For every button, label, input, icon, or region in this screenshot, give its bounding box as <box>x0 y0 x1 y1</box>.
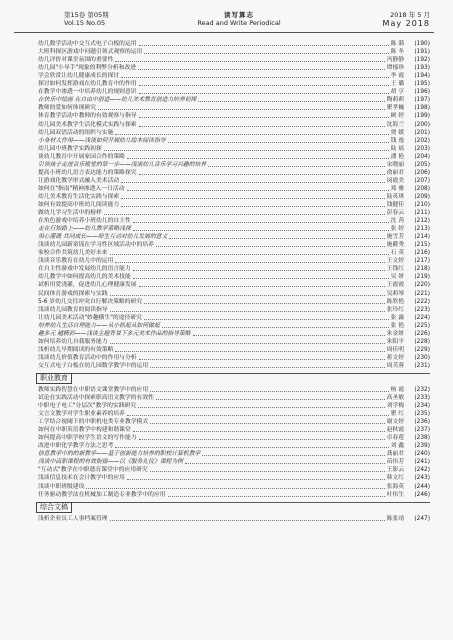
toc-entry <box>38 273 430 281</box>
dot-leader <box>127 415 389 416</box>
dot-leader <box>121 198 384 199</box>
journal-name-en: Read and Write Periodical <box>197 18 281 27</box>
entry-title: 在自主性游戏中发展幼儿的语言能力 <box>38 266 131 273</box>
entry-page-number: (208) <box>414 185 430 192</box>
entry-author: 张 露 <box>390 314 404 321</box>
dot-leader <box>110 254 389 255</box>
entry-title: 交互式电子白板在幼儿园数学教学中的运用 <box>38 362 149 369</box>
entry-page-number: (217) <box>414 258 430 265</box>
toc-entry <box>38 233 430 241</box>
issue-date-en: May 2018 <box>382 18 430 28</box>
dot-leader <box>115 134 388 135</box>
dot-leader <box>168 496 385 497</box>
dot-leader <box>144 303 385 304</box>
entry-title: 让幼儿园美术活动"妙趣横生"的途径研究 <box>38 314 142 321</box>
entry-page-number: (239) <box>414 443 430 450</box>
entry-author: 闵霞美 <box>386 177 404 184</box>
entry-author: 王霞霞 <box>386 282 404 289</box>
entry-page-number: (247) <box>414 515 430 522</box>
entry-author: 韩文红 <box>386 475 404 482</box>
entry-page-number: (221) <box>414 290 430 297</box>
entry-author: 高圣敏 <box>386 395 404 402</box>
dot-leader <box>133 222 389 223</box>
entry-page-number: (233) <box>414 395 430 402</box>
entry-author: 王 璐 <box>390 81 404 88</box>
dot-leader <box>139 93 389 94</box>
entry-title: 浅谈幼儿园教育的阅读指导 <box>38 306 108 313</box>
entry-title: 如何在中职英语教学中构建和谐课堂 <box>38 427 131 434</box>
toc-entry <box>38 161 430 169</box>
entry-page-number: (246) <box>414 491 430 498</box>
entry-page-number: (243) <box>414 475 430 482</box>
dot-leader <box>127 479 385 480</box>
entry-author: 李 霞 <box>390 73 404 80</box>
entry-title: 引领孩子走进音乐殿堂的第一步——浅谈幼儿音乐学习兴趣的培养 <box>38 161 207 168</box>
entry-author: 龚丽君 <box>386 451 404 458</box>
entry-author: 宋晓丽 <box>386 161 404 168</box>
entry-title: 幼儿教学中如何提高幼儿的美术技能 <box>38 274 131 281</box>
toc-entry <box>38 466 430 474</box>
dot-leader <box>169 238 384 239</box>
entry-author: 朱金妍 <box>386 330 404 337</box>
entry-author: 周芙蓉 <box>386 362 404 369</box>
section-divider <box>36 502 430 503</box>
entry-page-number: (218) <box>414 266 430 273</box>
entry-author: 彭春云 <box>386 210 404 217</box>
toc-entry <box>38 193 430 201</box>
entry-author: 吴 妍 <box>390 274 404 281</box>
dot-leader <box>139 45 389 46</box>
entry-title: 任务驱动教学法在机械加工制造专业教学中的应用 <box>38 491 166 498</box>
entry-title: 5-6 岁幼儿交往冲突自行解决策略的研究 <box>38 298 143 305</box>
toc-entry <box>38 330 430 338</box>
entry-page-number: (214) <box>414 234 430 241</box>
dot-leader <box>144 53 388 54</box>
toc-entry <box>38 177 430 185</box>
entry-page-number: (232) <box>414 386 430 393</box>
toc-entry <box>38 257 430 265</box>
dot-leader <box>139 286 385 287</box>
entry-page-number: (212) <box>414 218 430 225</box>
entry-page-number: (211) <box>414 210 430 217</box>
entry-page-number: (195) <box>414 81 430 88</box>
volume-cn: 第15卷 第05期 <box>64 11 109 19</box>
entry-author: 钱健佳 <box>386 201 404 208</box>
entry-title: 幼儿园"小导手"现象的利弊分析和改进 <box>38 65 137 72</box>
entry-page-number: (205) <box>414 161 430 168</box>
entry-title: 浅谈幼儿价值教育活动中的作用与分析 <box>38 354 137 361</box>
toc-entry <box>38 40 430 48</box>
dot-leader <box>133 278 389 279</box>
entry-title: 改进中职化学教学方法之思考 <box>38 443 114 450</box>
entry-author: 刘 鑫 <box>390 443 404 450</box>
entry-author: 沈 芮 <box>390 218 404 225</box>
toc-entry <box>38 491 430 499</box>
entry-author: 陈张靖 <box>386 515 404 522</box>
toc-entry <box>38 354 430 362</box>
dot-leader <box>133 431 385 432</box>
issue-date <box>383 12 430 27</box>
entry-page-number: (191) <box>414 49 430 56</box>
entry-title: 幼儿美术教育生活化实践与探索 <box>38 193 120 200</box>
entry-page-number: (194) <box>414 73 430 80</box>
toc-entry <box>38 48 430 56</box>
entry-title: 幼儿园双语活动的组织与实施 <box>38 129 114 136</box>
toc-entry <box>38 201 430 209</box>
toc-entry <box>38 145 430 153</box>
entry-page-number: (201) <box>414 129 430 136</box>
entry-author: 苗伟芳 <box>386 459 404 466</box>
entry-page-number: (231) <box>414 362 430 369</box>
entry-title: 工学结合视阈下的中职机电类专业教学模式 <box>38 419 149 426</box>
dot-leader <box>139 439 385 440</box>
entry-title: 趣多元 越精彩——浅谈主题背景下多元美术作品的指导策略 <box>38 330 191 337</box>
entry-title: 谈幼儿教育中开展家园合作的策略 <box>38 153 125 160</box>
entry-page-number: (199) <box>414 113 430 120</box>
entry-author: 张海英 <box>386 483 404 490</box>
dot-leader <box>198 101 384 102</box>
entry-title: 试论在实践活动中探索职高语文教学的有效性 <box>38 395 154 402</box>
entry-author: 蒋文婷 <box>386 354 404 361</box>
entry-author: 陆英琪 <box>386 193 404 200</box>
toc-entry <box>38 458 430 466</box>
toc-entry <box>38 209 430 217</box>
dot-leader <box>127 190 389 191</box>
dot-leader <box>104 150 389 151</box>
entry-page-number: (235) <box>414 411 430 418</box>
entry-author: 周佳明 <box>386 346 404 353</box>
entry-title: 让游戏化教学形式融入美术活动 <box>38 177 120 184</box>
dot-leader <box>121 206 384 207</box>
entry-page-number: (200) <box>414 121 430 128</box>
toc-entry <box>38 426 430 434</box>
entry-title: 做幼儿学习生活中的榜样 <box>38 210 102 217</box>
entry-title: "互动式"教学在中职德育课堂中的应用研究 <box>38 467 148 474</box>
entry-title: 民间体育游戏的探索与实践 <box>38 290 108 297</box>
toc-entry <box>38 362 430 370</box>
entry-page-number: (225) <box>414 322 430 329</box>
dot-leader <box>121 77 388 78</box>
dot-leader <box>115 447 388 448</box>
dot-leader <box>115 262 384 263</box>
toc-entry <box>38 450 430 458</box>
table-of-contents <box>38 40 430 523</box>
dot-leader <box>202 455 384 456</box>
entry-page-number: (240) <box>414 451 430 458</box>
toc-entry <box>38 241 430 249</box>
dot-leader <box>139 359 385 360</box>
toc-entry <box>38 265 430 273</box>
entry-page-number: (236) <box>414 419 430 426</box>
section-divider <box>36 373 430 374</box>
entry-title: 信息教学中的的新教学——基于创新能力培养的职校计算机教学 <box>38 451 201 458</box>
toc-entry <box>38 482 430 490</box>
entry-author: 施爵秀 <box>386 242 404 249</box>
toc-entry <box>38 402 430 410</box>
entry-author: 王文婷 <box>386 258 404 265</box>
toc-entry <box>38 418 430 426</box>
toc-entry <box>38 137 430 145</box>
entry-page-number: (226) <box>414 330 430 337</box>
entry-page-number: (197) <box>414 97 430 104</box>
dot-leader <box>185 463 385 464</box>
toc-entry <box>38 410 430 418</box>
entry-page-number: (193) <box>414 65 430 72</box>
entry-author: 张 婷 <box>390 226 404 233</box>
volume-info <box>64 12 109 27</box>
toc-entry <box>38 72 430 80</box>
entry-author: 王影云 <box>386 467 404 474</box>
entry-page-number: (202) <box>414 137 430 144</box>
entry-page-number: (204) <box>414 153 430 160</box>
toc-entry <box>38 306 430 314</box>
entry-author: 陈欣艳 <box>386 298 404 305</box>
section-title: 综合文稿 <box>36 502 72 513</box>
toc-entry <box>38 120 430 128</box>
toc-entry <box>38 169 430 177</box>
toc-entry <box>38 281 430 289</box>
page-header <box>14 12 434 33</box>
dot-leader <box>156 399 385 400</box>
entry-page-number: (220) <box>414 282 430 289</box>
entry-page-number: (244) <box>414 483 430 490</box>
entry-author: 陈 漪 <box>390 41 404 48</box>
entry-page-number: (222) <box>414 298 430 305</box>
entry-title: 浅析幼儿早期阅读的有效策略 <box>38 346 114 353</box>
entry-title: 浅谈中高职课程的有效衔接——以《服务礼仪》课程为例 <box>38 459 183 466</box>
entry-page-number: (209) <box>414 193 430 200</box>
toc-entry <box>38 298 430 306</box>
entry-title: 幼儿评价对课堂氛围的重要性 <box>38 57 114 64</box>
entry-title: 大班科探区游戏中问题引领式观察的运用 <box>38 49 143 56</box>
entry-author: 陆 瑶 <box>390 145 404 152</box>
entry-author: 瞿 红 <box>390 411 404 418</box>
dot-leader <box>127 158 389 159</box>
dot-leader <box>86 488 384 489</box>
issue-date-cn: 2018 年 5 月 <box>390 11 430 19</box>
entry-page-number: (210) <box>414 201 430 208</box>
entry-title: 幼儿园中班教学实践初探 <box>38 145 102 152</box>
entry-title: 浅析企业员工人事档案管理 <box>38 515 108 522</box>
toc-entry <box>38 515 430 523</box>
entry-author: 石 英 <box>390 250 404 257</box>
toc-entry <box>38 346 430 354</box>
entry-title: 培养幼儿生活自理能力——从小抓起从如何做起 <box>38 322 160 329</box>
entry-author: 刘学梅 <box>386 403 404 410</box>
toc-entry <box>38 80 430 88</box>
dot-leader <box>162 327 389 328</box>
dot-leader <box>139 126 385 127</box>
entry-title: 浅谈音乐教育在幼儿中的运用 <box>38 258 114 265</box>
entry-title: 浅谈幼儿园新童谣在学习性区域活动中的培养 <box>38 242 154 249</box>
entry-author: 张玲红 <box>386 306 404 313</box>
entry-title: 体育教学活动中教师的有效观察与指导 <box>38 113 137 120</box>
dot-leader <box>110 520 385 521</box>
entry-page-number: (241) <box>414 459 430 466</box>
section-header <box>38 373 430 383</box>
dot-leader <box>110 343 385 344</box>
entry-title: 用心灌溉 共同成长——师生互动对幼儿发展的意义 <box>38 234 168 241</box>
entry-page-number: (229) <box>414 346 430 353</box>
entry-author: 潘 艳 <box>390 153 404 160</box>
entry-author: 叶伟生 <box>386 491 404 498</box>
dot-leader <box>150 423 384 424</box>
dot-leader <box>156 246 385 247</box>
entry-page-number: (192) <box>414 57 430 64</box>
entry-page-number: (196) <box>414 89 430 96</box>
entry-title: 在角色游戏中培养小班幼儿的自主性 <box>38 218 131 225</box>
toc-entry <box>38 442 430 450</box>
entry-page-number: (238) <box>414 435 430 442</box>
journal-name <box>184 12 294 27</box>
entry-author: 王钱红 <box>386 266 404 273</box>
dot-leader <box>133 270 385 271</box>
dot-leader <box>138 407 385 408</box>
toc-entry <box>38 112 430 120</box>
toc-entry <box>38 314 430 322</box>
entry-author: 谭郁珍 <box>386 65 404 72</box>
entry-title: 探讨如何发挥游戏在幼儿教育中的作用 <box>38 81 137 88</box>
dot-leader <box>110 311 385 312</box>
entry-author: 朱阳平 <box>386 338 404 345</box>
dot-leader <box>150 471 385 472</box>
entry-author: 冯静静 <box>386 57 404 64</box>
entry-page-number: (198) <box>414 105 430 112</box>
entry-title: 在快乐中绘画 在自由中创造——幼儿美术教育创造力培养初探 <box>38 97 197 104</box>
entry-title: 家校合作共筑幼儿美好未来 <box>38 250 108 257</box>
toc-entry <box>38 104 430 112</box>
entry-title: 在教学中渗透一中培养幼儿的规则意识 <box>38 89 137 96</box>
entry-page-number: (215) <box>414 242 430 249</box>
dot-leader <box>168 142 389 143</box>
dot-leader <box>208 166 384 167</box>
dot-leader <box>133 230 389 231</box>
toc-entry <box>38 249 430 257</box>
entry-page-number: (203) <box>414 145 430 152</box>
entry-title: 如何培养幼儿自我服务能力 <box>38 338 108 345</box>
entry-page-number: (190) <box>414 41 430 48</box>
entry-author: 贾 媛 <box>390 129 404 136</box>
toc-entry <box>38 322 430 330</box>
entry-author: 谢文婷 <box>386 419 404 426</box>
dot-leader <box>121 182 384 183</box>
entry-page-number: (234) <box>414 403 430 410</box>
toc-entry <box>38 394 430 402</box>
entry-page-number: (223) <box>414 306 430 313</box>
entry-page-number: (213) <box>414 226 430 233</box>
dot-leader <box>193 335 385 336</box>
entry-title: 浅谈中职班级建设 <box>38 483 85 490</box>
entry-author: 吴莉琴 <box>386 290 404 297</box>
entry-page-number: (224) <box>414 314 430 321</box>
toc-entry <box>38 64 430 72</box>
entry-page-number: (219) <box>414 274 430 281</box>
entry-author: 陶莉莉 <box>386 97 404 104</box>
dot-leader <box>115 61 384 62</box>
entry-page-number: (242) <box>414 467 430 474</box>
dot-leader <box>98 109 385 110</box>
toc-entry <box>38 129 430 137</box>
entry-title: 提高小班幼儿语言表达能力的策略探究 <box>38 169 137 176</box>
toc-entry <box>38 56 430 64</box>
entry-author: 张 艳 <box>390 322 404 329</box>
entry-author: 沈海兰 <box>386 121 404 128</box>
entry-page-number: (206) <box>414 169 430 176</box>
dot-leader <box>150 367 384 368</box>
entry-title: 中职电子电工"分层次"教学的实践研究 <box>38 403 137 410</box>
entry-title: 如何提高中职学校学生语文的写作能力 <box>38 435 137 442</box>
entry-author: 胡 亨 <box>390 89 404 96</box>
toc-entry <box>38 474 430 482</box>
entry-author: 杨 霞 <box>390 386 404 393</box>
section-title: 职业教育 <box>36 373 72 384</box>
toc-entry <box>38 386 430 394</box>
toc-entry <box>38 88 430 96</box>
entry-author: 郑 雅 <box>390 185 404 192</box>
entry-page-number: (230) <box>414 354 430 361</box>
dot-leader <box>139 174 385 175</box>
toc-entry <box>38 153 430 161</box>
dot-leader <box>138 69 385 70</box>
entry-author: 卓春莲 <box>386 435 404 442</box>
entry-title: 幼儿园美术教学生活化模式实践与探索 <box>38 121 137 128</box>
entry-title: 如何在"指南"精神渗透入一日活动 <box>38 185 125 192</box>
entry-title: 走在行知路上——幼儿教学策略浅探 <box>38 226 131 233</box>
entry-author: 施雪芳 <box>386 234 404 241</box>
entry-title: 试析用爱浇灌，促进幼儿心理健康发展 <box>38 282 137 289</box>
entry-title: 小身材大作用——浅谈如何开展幼儿绘本阅读指导 <box>38 137 166 144</box>
dot-leader <box>110 295 385 296</box>
dot-leader <box>115 351 384 352</box>
dot-leader <box>150 391 388 392</box>
entry-author: 瞿孝巍 <box>386 105 404 112</box>
entry-page-number: (228) <box>414 338 430 345</box>
toc-entry <box>38 434 430 442</box>
entry-title: 教师实践智慧在中职语文课堂教学中的应用 <box>38 386 149 393</box>
dot-leader <box>139 117 389 118</box>
dot-leader <box>144 319 389 320</box>
entry-author: 钱 逸 <box>390 137 404 144</box>
entry-page-number: (216) <box>414 250 430 257</box>
journal-name-cn: 读写算志 <box>224 11 254 19</box>
entry-title: 学会欣赏让幼儿健康成长的探讨 <box>38 73 120 80</box>
entry-title: 浅谈信息技术在会计教学中的应用 <box>38 475 125 482</box>
dot-leader <box>104 214 385 215</box>
entry-title: 文言文教学对学生职业素养的培养 <box>38 411 125 418</box>
toc-entry <box>38 225 430 233</box>
entry-page-number: (237) <box>414 427 430 434</box>
entry-title: 如何有效提高中班幼儿阅读能力 <box>38 201 120 208</box>
toc-entry <box>38 217 430 225</box>
entry-author: 赵秋霞 <box>386 427 404 434</box>
toc-entry <box>38 96 430 104</box>
entry-author: 俞丽君 <box>386 169 404 176</box>
entry-title: 教师的爱如何体现研究 <box>38 105 96 112</box>
toc-entry <box>38 185 430 193</box>
section-header <box>38 502 430 512</box>
toc-entry <box>38 338 430 346</box>
toc-entry <box>38 289 430 297</box>
entry-page-number: (207) <box>414 177 430 184</box>
dot-leader <box>139 85 389 86</box>
entry-author: 顾 婷 <box>390 113 404 120</box>
entry-title: 幼儿数学活动中交互式电子白板的运用 <box>38 41 137 48</box>
entry-author: 陈 冬 <box>390 49 404 56</box>
volume-en: Vol.15 No.05 <box>64 18 106 27</box>
